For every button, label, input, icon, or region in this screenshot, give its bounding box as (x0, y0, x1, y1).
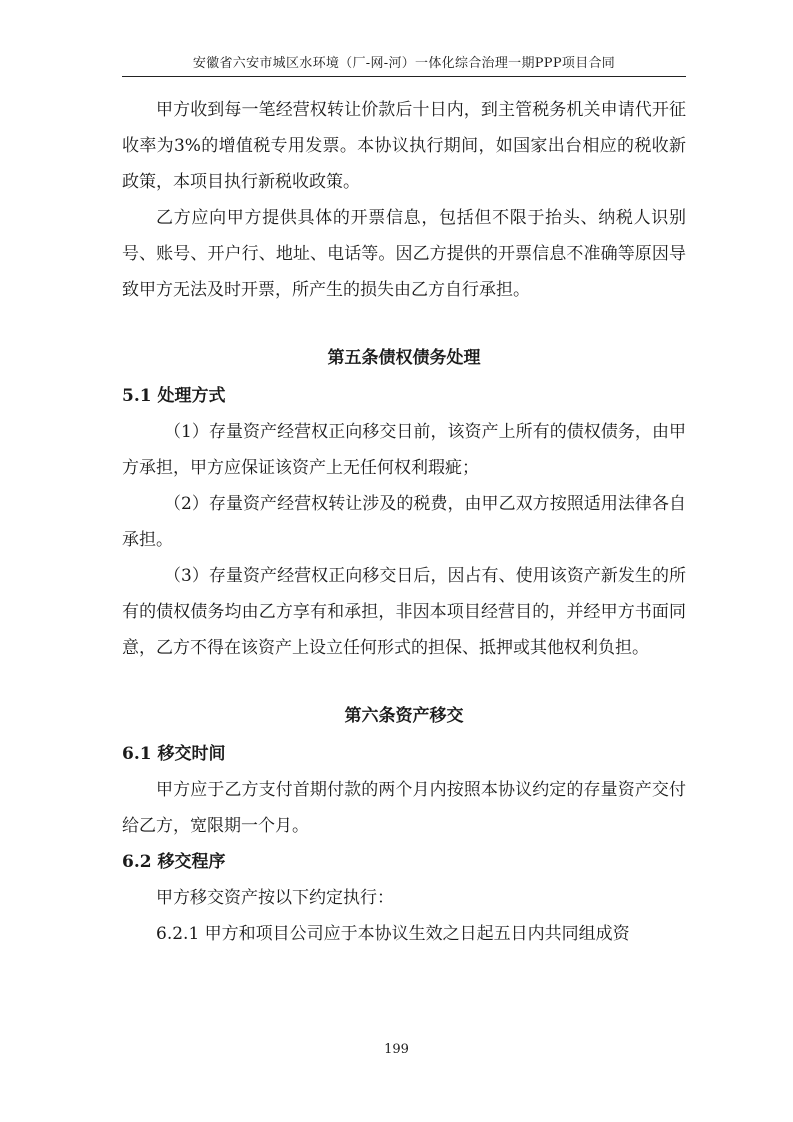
paragraph-invoice-issuance: 甲方收到每一笔经营权转让价款后十日内，到主管税务机关申请代开征收率为3%的增值税专用发票。本协议执行期间，如国家出台相应的税收新政策，本项目执行新税收政策。 (122, 100, 686, 192)
paragraph-6-2-1: 6.2.1 甲方和项目公司应于本协议生效之日起五日内共同组成资 (156, 924, 630, 944)
section-6-title: 第六条资产移交 (344, 706, 464, 726)
header-rule (122, 76, 686, 77)
subsection-6-1-title: 6.1 移交时间 (122, 744, 226, 764)
paragraph-invoice-info: 乙方应向甲方提供具体的开票信息，包括但不限于抬头、纳税人识别号、账号、开户行、地址、电话等。因乙方提供的开票信息不准确等原因导致甲方无法及时开票，所产生的损失由乙方自行承担。 (122, 208, 686, 300)
running-header: 安徽省六安市城区水环境（厂-网-河）一体化综合治理一期PPP项目合同 (192, 56, 616, 71)
list-item-5-1-1: （1）存量资产经营权正向移交日前，该资产上所有的债权债务，由甲方承担，甲方应保证该资产上无任何权利瑕疵； (122, 422, 686, 478)
list-item-5-1-3: （3）存量资产经营权正向移交日后，因占有、使用该资产新发生的所有的债权债务均由乙方享有和承担，非因本项目经营目的，并经甲方书面同意，乙方不得在该资产上设立任何形式的担保、抵押或其他权利负担。 (122, 566, 686, 658)
subsection-5-1-title: 5.1 处理方式 (122, 386, 226, 406)
paragraph-6-1: 甲方应于乙方支付首期付款的两个月内按照本协议约定的存量资产交付给乙方，宽限期一个月。 (122, 780, 686, 836)
paragraph-6-2: 甲方移交资产按以下约定执行： (156, 888, 394, 908)
list-item-5-1-2: （2）存量资产经营权转让涉及的税费，由甲乙双方按照适用法律各自承担。 (122, 494, 686, 550)
document-body (122, 92, 686, 952)
page-number: 199 (384, 1042, 409, 1057)
section-5-title: 第五条债权债务处理 (327, 348, 481, 368)
subsection-6-2-title: 6.2 移交程序 (122, 852, 226, 872)
